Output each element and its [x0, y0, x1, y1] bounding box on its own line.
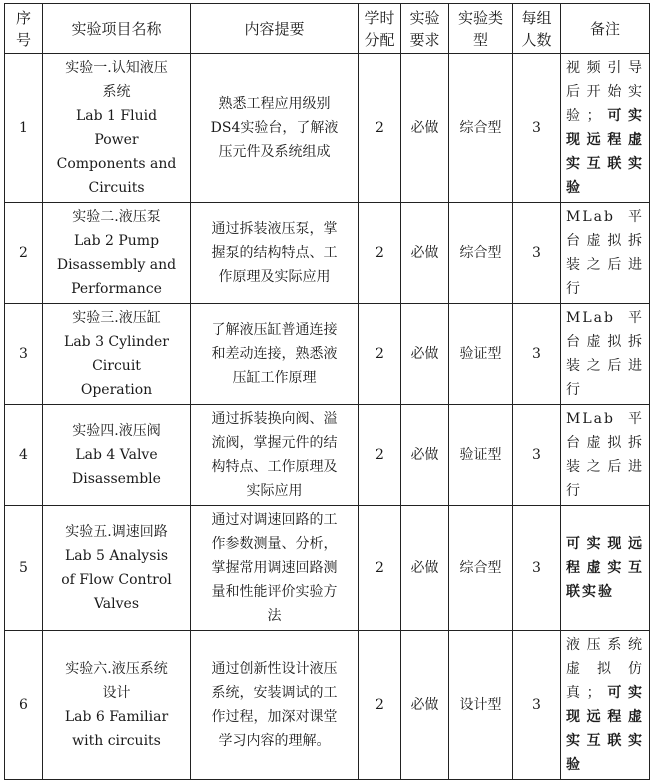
name-line: Disassemble	[72, 471, 161, 487]
remark-emphasis: 可实现远程虚实互联实验	[566, 108, 645, 196]
name-line: Lab 2 Pump	[73, 233, 160, 249]
cell-type: 验证型	[449, 304, 513, 405]
name-line: 设计	[102, 685, 131, 701]
experiment-table	[4, 3, 650, 780]
cell-name	[43, 54, 191, 203]
name-line: Valves	[93, 596, 140, 612]
remark-text: MLab 平台虚拟拆装之后进行	[566, 209, 644, 297]
header-hours: 学时分配	[359, 4, 401, 54]
cell-remark	[561, 54, 650, 203]
cell-group: 3	[513, 54, 561, 203]
cell-requirement: 必做	[401, 405, 449, 506]
header-group: 每组人数	[513, 4, 561, 54]
table-body	[5, 54, 650, 780]
cell-group: 3	[513, 203, 561, 304]
table-row	[5, 304, 650, 405]
cell-content: 熟悉工程应用级别DS4实验台，了解液压元件及系统组成	[191, 54, 359, 203]
name-line: Power	[94, 132, 139, 148]
name-line: Lab 4 Valve	[75, 447, 158, 463]
cell-remark	[561, 631, 650, 780]
cell-name	[43, 304, 191, 405]
cell-requirement: 必做	[401, 506, 449, 631]
cell-type: 综合型	[449, 203, 513, 304]
table-row	[5, 405, 650, 506]
cell-type: 综合型	[449, 54, 513, 203]
cell-remark	[561, 203, 650, 304]
header-name: 实验项目名称	[43, 4, 191, 54]
cell-requirement: 必做	[401, 54, 449, 203]
cell-remark	[561, 405, 650, 506]
cell-content: 通过拆装液压泵，掌握泵的结构特点、工作原理及实际应用	[191, 203, 359, 304]
name-line: Disassembly and	[56, 257, 177, 273]
name-line: 实验四.液压阀	[72, 423, 161, 439]
name-line: with circuits	[72, 733, 161, 749]
cell-hours: 2	[359, 631, 401, 780]
cell-seq: 3	[5, 304, 43, 405]
remark-text: MLab 平台虚拟拆装之后进行	[566, 411, 644, 499]
cell-remark	[561, 304, 650, 405]
table-row	[5, 203, 650, 304]
cell-requirement: 必做	[401, 203, 449, 304]
name-line: Lab 6 Familiar	[64, 709, 169, 725]
header-content: 内容提要	[191, 4, 359, 54]
cell-name	[43, 203, 191, 304]
name-line: 实验六.液压系统	[65, 661, 168, 677]
table-row	[5, 506, 650, 631]
header-row	[5, 4, 650, 54]
cell-content: 通过对调速回路的工作参数测量、分析，掌握常用调速回路测量和性能评价实验方法	[191, 506, 359, 631]
name-line: 实验三.液压缸	[72, 310, 161, 326]
cell-name	[43, 631, 191, 780]
cell-name	[43, 506, 191, 631]
name-line: 系统	[102, 84, 131, 100]
remark-emphasis: 可实现远程虚实互联实验	[566, 536, 644, 600]
cell-remark	[561, 506, 650, 631]
name-line: 实验一.认知液压	[65, 60, 168, 76]
cell-seq: 4	[5, 405, 43, 506]
cell-seq: 6	[5, 631, 43, 780]
cell-requirement: 必做	[401, 304, 449, 405]
cell-hours: 2	[359, 304, 401, 405]
remark-emphasis: 可实现远程虚实互联实验	[566, 685, 645, 773]
cell-hours: 2	[359, 405, 401, 506]
name-line: Lab 1 Fluid	[75, 108, 158, 124]
cell-content: 通过创新性设计液压系统，安装调试的工作过程，加深对课堂学习内容的理解。	[191, 631, 359, 780]
cell-group: 3	[513, 405, 561, 506]
header-type: 实验类型	[449, 4, 513, 54]
name-line: Lab 5 Analysis	[64, 548, 169, 564]
name-line: 实验五.调速回路	[65, 524, 168, 540]
cell-group: 3	[513, 506, 561, 631]
name-line: 实验二.液压泵	[72, 209, 161, 225]
header-requirement: 实验要求	[401, 4, 449, 54]
cell-group: 3	[513, 631, 561, 780]
cell-type: 验证型	[449, 405, 513, 506]
cell-seq: 5	[5, 506, 43, 631]
name-line: Circuits	[88, 180, 145, 196]
name-line: Operation	[80, 382, 153, 398]
remark-text: 液压系统虚拟仿真；	[566, 637, 644, 701]
cell-requirement: 必做	[401, 631, 449, 780]
name-line: of Flow Control	[61, 572, 172, 588]
cell-name	[43, 405, 191, 506]
cell-type: 综合型	[449, 506, 513, 631]
name-line: Circuit	[92, 358, 141, 374]
cell-group: 3	[513, 304, 561, 405]
table-row	[5, 631, 650, 780]
header-remark: 备注	[561, 4, 650, 54]
name-line: Lab 3 Cylinder	[64, 334, 169, 350]
table-row	[5, 54, 650, 203]
name-line: Components and	[56, 156, 177, 172]
cell-hours: 2	[359, 506, 401, 631]
header-seq: 序号	[5, 4, 43, 54]
cell-content: 通过拆装换向阀、溢流阀，掌握元件的结构特点、工作原理及实际应用	[191, 405, 359, 506]
remark-text: 视频引导后开始实验；	[566, 60, 644, 124]
cell-seq: 2	[5, 203, 43, 304]
name-line: Performance	[71, 281, 162, 297]
remark-text: MLab 平台虚拟拆装之后进行	[566, 310, 644, 398]
cell-seq: 1	[5, 54, 43, 203]
cell-hours: 2	[359, 54, 401, 203]
cell-type: 设计型	[449, 631, 513, 780]
cell-hours: 2	[359, 203, 401, 304]
cell-content: 了解液压缸普通连接和差动连接，熟悉液压缸工作原理	[191, 304, 359, 405]
